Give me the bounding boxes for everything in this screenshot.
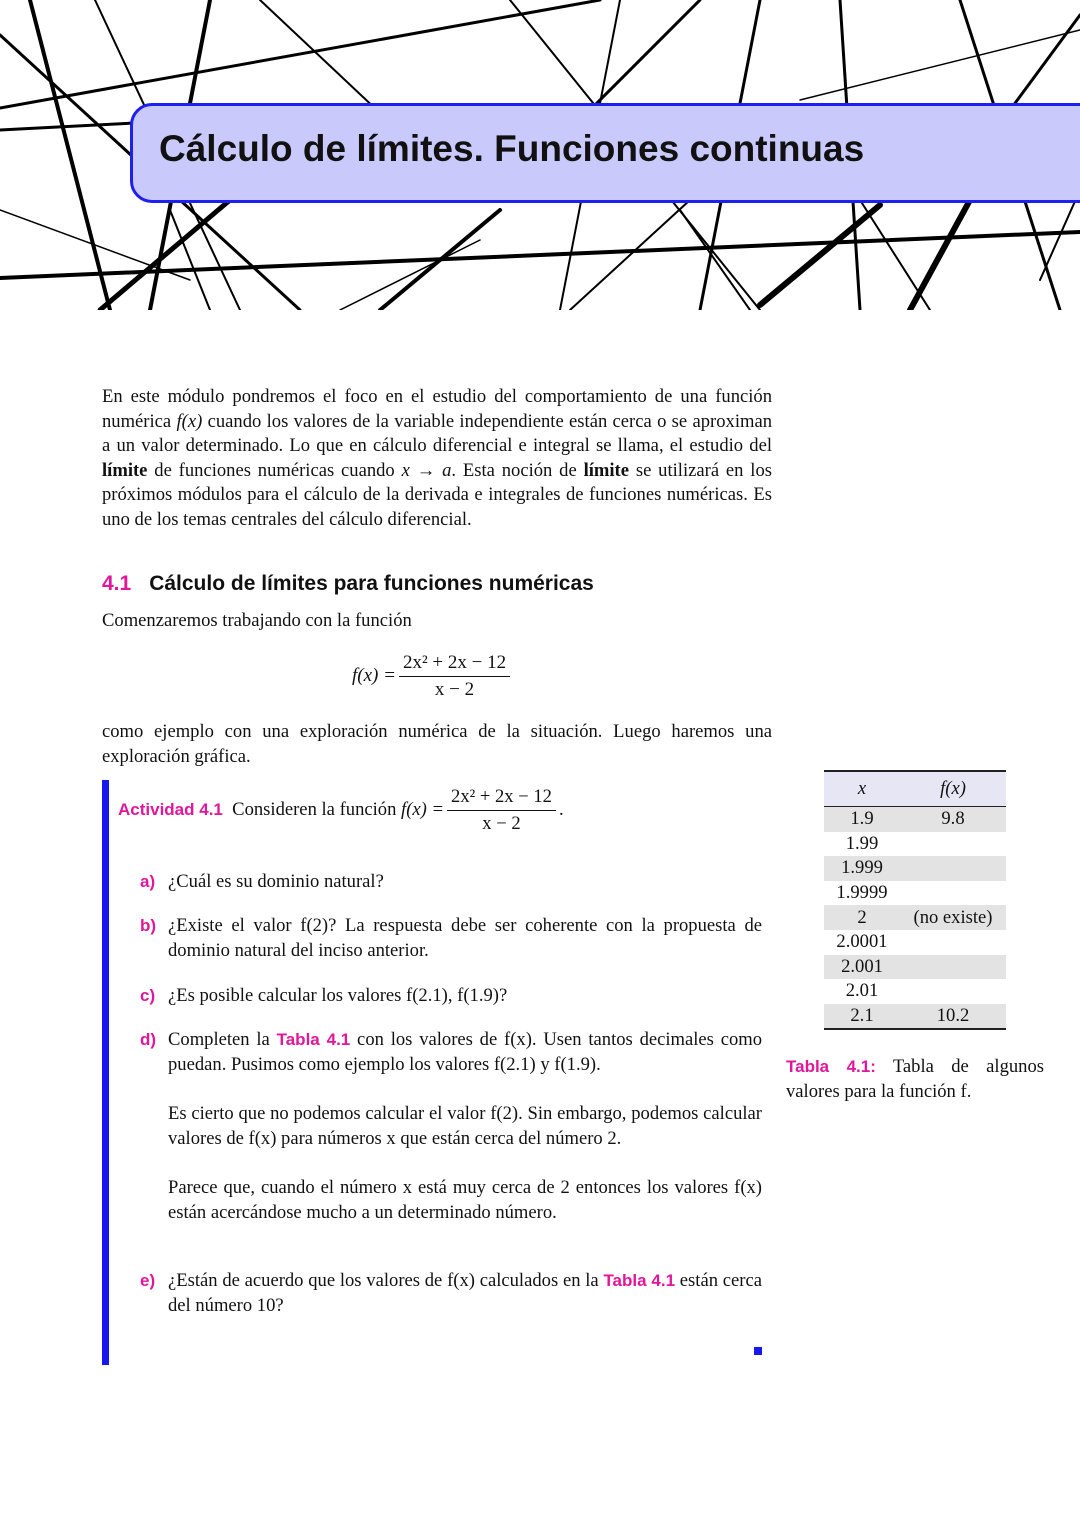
table-row: 2.01 [845, 980, 879, 1002]
section-title: Cálculo de límites para funciones numéricas [149, 572, 594, 595]
activity-item-a: a) ¿Cuál es su dominio natural? [140, 871, 384, 892]
table-reference-link[interactable]: Tabla 4.1 [276, 1030, 351, 1049]
table-header-x: x [824, 771, 900, 807]
activity-side-bar [102, 780, 109, 1365]
activity-item-d: d) Completen la Tabla 4.1 con los valores de f(x). Usen tantos decimales como puedan. Pusimos como ejemplo los valores f(2.1) y f(1.9). [140, 1029, 763, 1075]
activity-label: Actividad 4.1 [118, 799, 223, 819]
table-row: 1.99 [845, 832, 879, 854]
table-row: 2 (no existe) [824, 905, 1006, 930]
table-header-row [824, 771, 1006, 807]
table-reference-link[interactable]: Tabla 4.1 [603, 1271, 676, 1290]
activity-paragraph-1: Es cierto que no podemos calcular el valor f(2). Sin embargo, podemos calcular valores de f(x) para números x que están cerca del número 2. [168, 1103, 762, 1149]
table-caption-label: Tabla 4.1: [786, 1057, 876, 1076]
activity-item-e: e) ¿Están de acuerdo que los valores de f(x) calculados en la Tabla 4.1 están cerca del número 10? [140, 1270, 762, 1316]
section-number: 4.1 [102, 572, 132, 595]
table-row: 1.999 [824, 856, 1006, 881]
table-header-fx: f(x) [900, 771, 1006, 807]
section-heading [102, 572, 594, 596]
values-table [824, 770, 1006, 1030]
table-row: 1.9999 [836, 882, 888, 904]
lead-text: Comenzaremos trabajando con la función [102, 610, 412, 631]
activity-item-c: c) ¿Es posible calcular los valores f(2.1), f(1.9)? [140, 985, 508, 1006]
after-equation-paragraph: como ejemplo con una exploración numérica de la situación. Luego haremos una exploración gráfica. [102, 721, 772, 767]
activity-item-b: b) ¿Existe el valor f(2)? La respuesta debe ser coherente con la propuesta de dominio natural del inciso anterior. [140, 915, 762, 961]
table-row: 2.1 10.2 [824, 1004, 1006, 1030]
activity-statement: Actividad 4.1 Consideren la función f(x) = $\frac{\text{2x² + 2x − 12}}{x - 2}$ . [118, 786, 564, 834]
intro-paragraph: En este módulo pondremos el foco en el estudio del comportamiento de una función numérica f(x) cuando los valores de la variable independiente están cerca o se aproximan a un valor determinado. Lo que en cálculo diferencial e integral se llama, el estudio del límite de funciones numéricas cuando x → a. Esta noción de límite se utilizará en los próximos módulos para el cálculo de la derivada e integrales de funciones numéricas. Es uno de los temas centrales del cálculo diferencial. [102, 386, 772, 530]
activity-paragraph-2: Parece que, cuando el número x está muy cerca de 2 entonces los valores f(x) están acercándose mucho a un determinado número. [168, 1177, 762, 1223]
table-row: 2.001 [824, 955, 1006, 980]
table-row: 2.0001 [836, 931, 888, 953]
table-caption: Tabla 4.1: Tabla de algunos valores para la función f. [786, 1056, 1044, 1102]
main-equation: f(x) = $\frac{\text{2x² + 2x − 12}}{x - 2}$ [352, 652, 513, 701]
chapter-title-banner [130, 103, 1080, 203]
chapter-title: Cálculo de límites. Funciones continuas [159, 128, 865, 169]
activity-end-mark [754, 1347, 762, 1355]
table-row: 1.9 9.8 [824, 807, 1006, 832]
